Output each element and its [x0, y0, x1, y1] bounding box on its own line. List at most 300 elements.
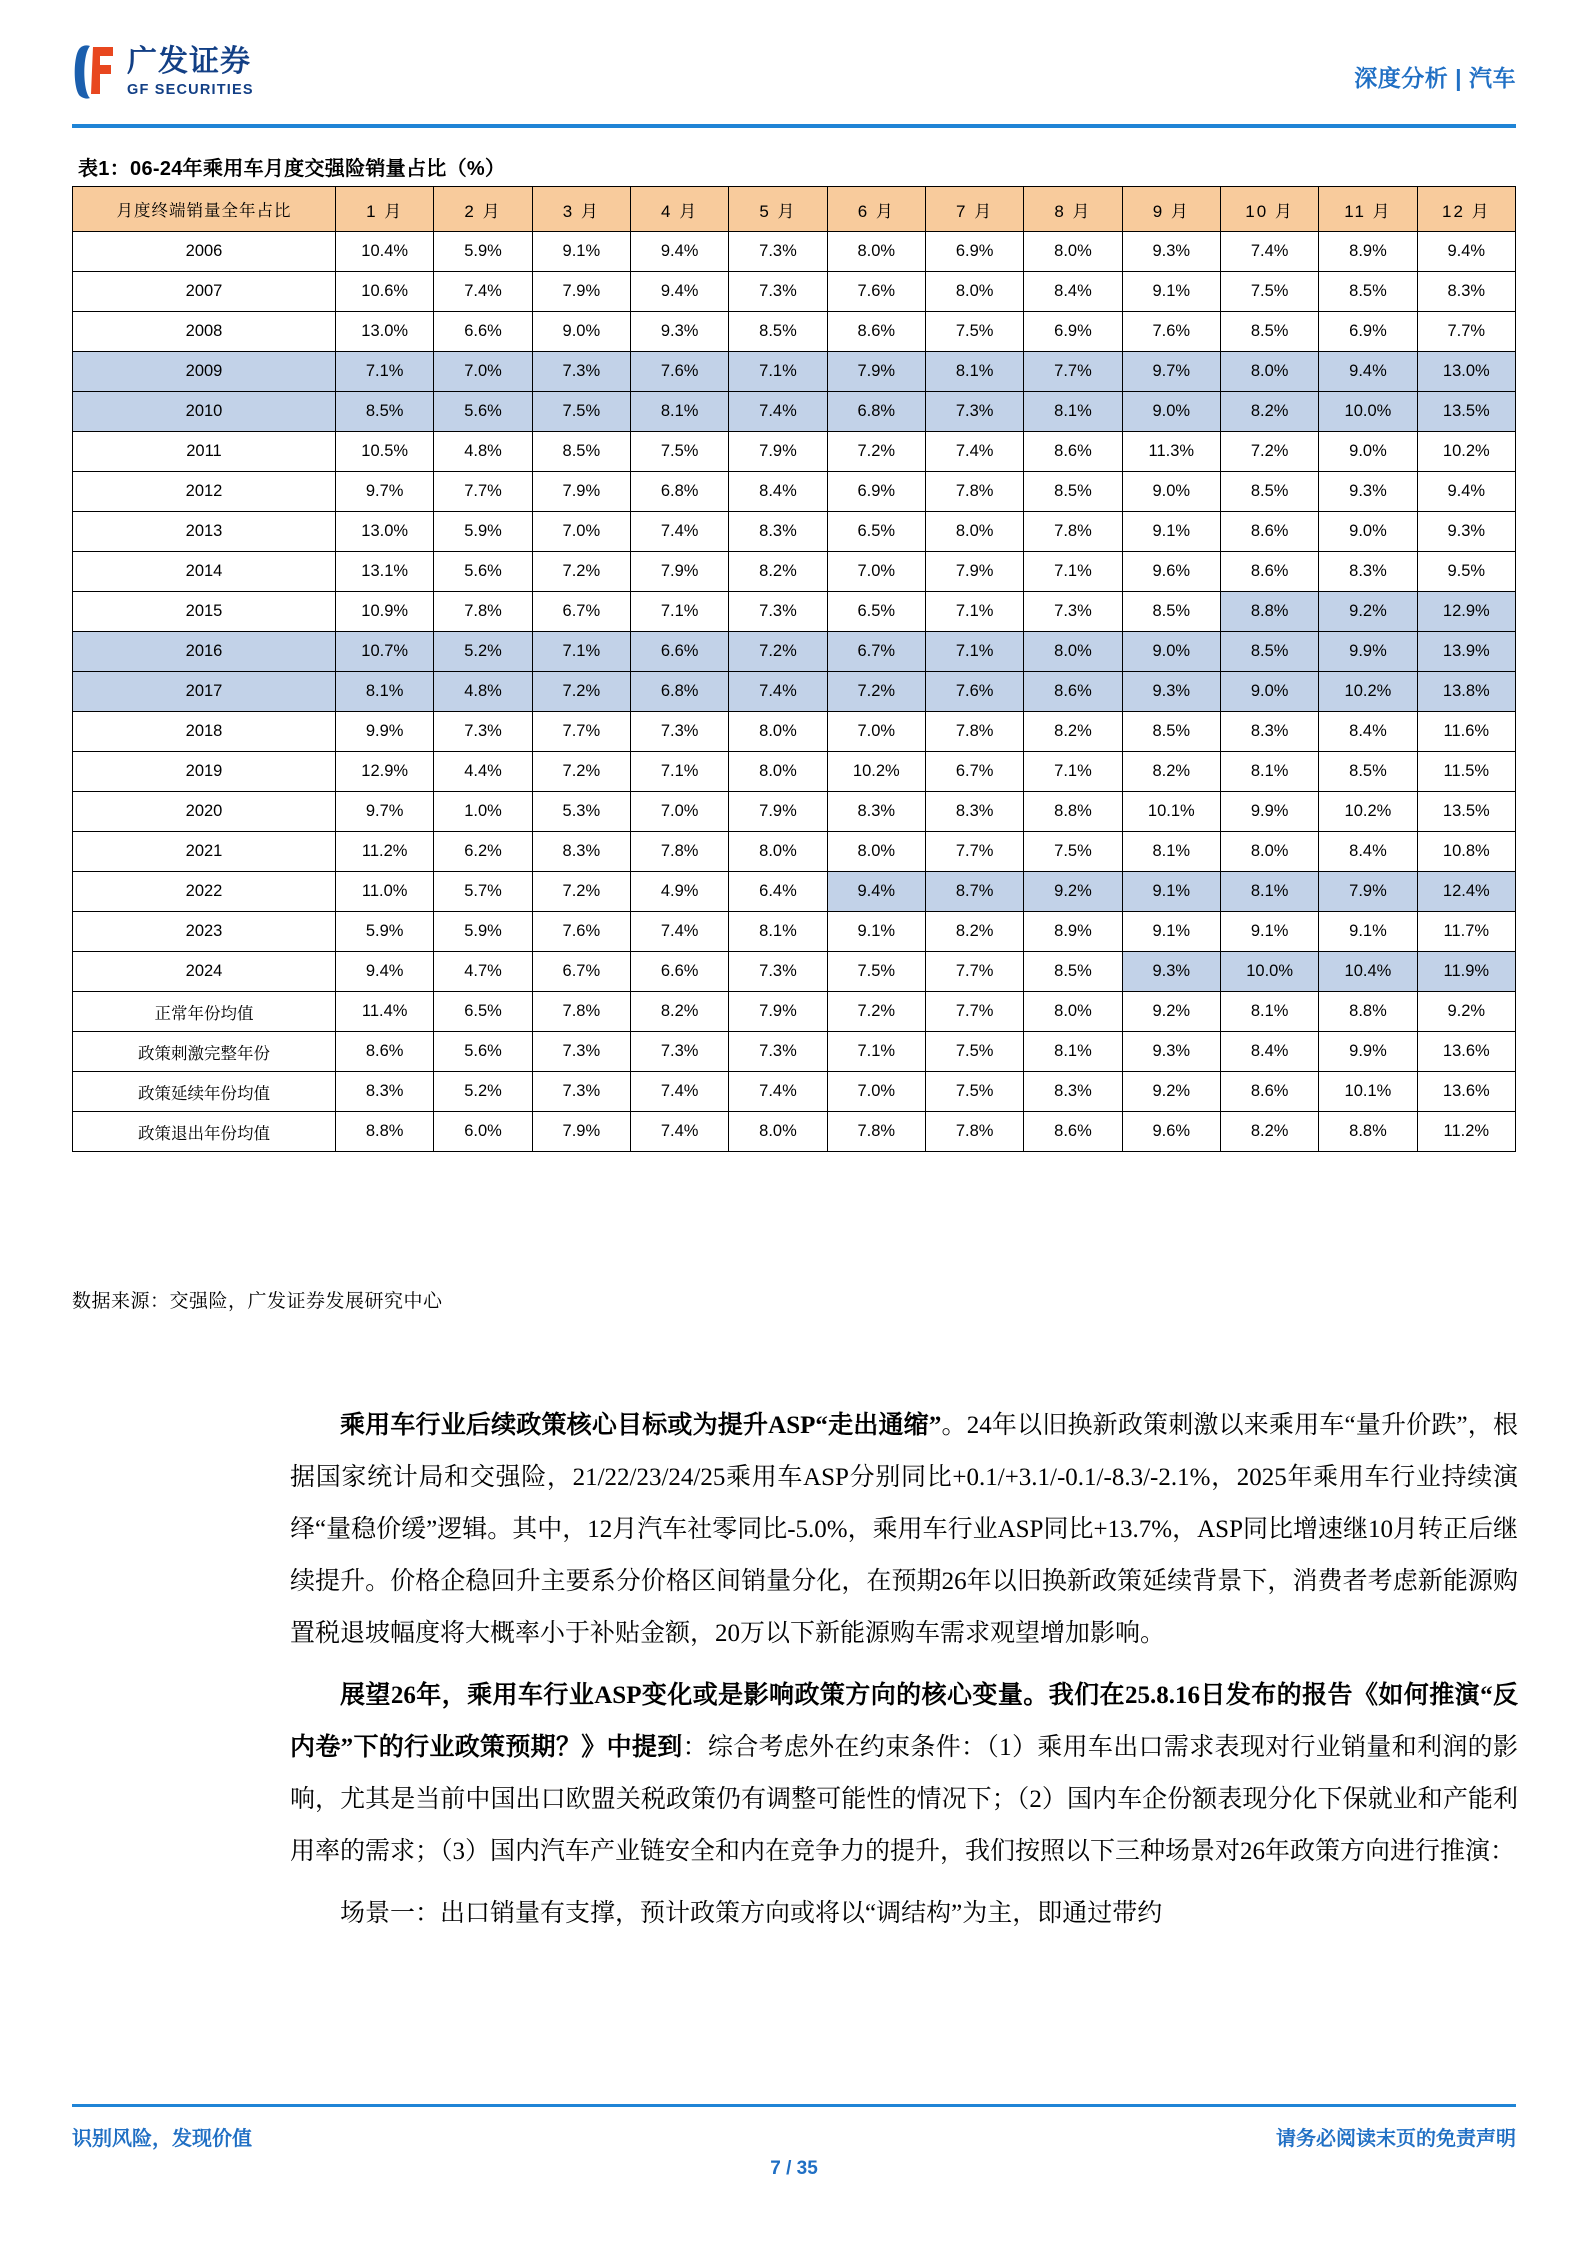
table-column-header-5: 5 月 — [729, 187, 827, 232]
table-cell: 8.5% — [1024, 952, 1122, 992]
table-cell: 7.8% — [532, 992, 630, 1032]
row-label: 政策刺激完整年份 — [73, 1032, 336, 1072]
table-cell: 9.6% — [1122, 552, 1220, 592]
table-cell: 7.1% — [532, 632, 630, 672]
row-label: 2021 — [73, 832, 336, 872]
table-cell: 8.1% — [630, 392, 728, 432]
table-cell: 7.5% — [630, 432, 728, 472]
table-cell: 7.9% — [532, 272, 630, 312]
table-cell: 8.6% — [1220, 512, 1318, 552]
table-row — [73, 712, 1516, 752]
table-cell: 7.1% — [729, 352, 827, 392]
table-cell: 6.6% — [434, 312, 532, 352]
table-row — [73, 792, 1516, 832]
table-cell: 9.0% — [1220, 672, 1318, 712]
table-cell: 8.3% — [1024, 1072, 1122, 1112]
table-row — [73, 552, 1516, 592]
table-cell: 7.6% — [1122, 312, 1220, 352]
table-cell: 10.4% — [336, 232, 434, 272]
table-cell: 7.5% — [925, 1072, 1023, 1112]
table-cell: 8.4% — [1319, 712, 1417, 752]
table-row — [73, 1032, 1516, 1072]
table-cell: 7.8% — [434, 592, 532, 632]
table-cell: 7.3% — [729, 272, 827, 312]
table-cell: 8.3% — [336, 1072, 434, 1112]
row-label: 正常年份均值 — [73, 992, 336, 1032]
table-cell: 10.9% — [336, 592, 434, 632]
table-cell: 7.7% — [434, 472, 532, 512]
table-cell: 5.9% — [434, 912, 532, 952]
table-cell: 8.5% — [1122, 712, 1220, 752]
table-cell: 7.6% — [630, 352, 728, 392]
table-cell: 6.8% — [630, 472, 728, 512]
table-cell: 6.7% — [827, 632, 925, 672]
table-cell: 7.8% — [925, 1112, 1023, 1152]
table-cell: 8.5% — [729, 312, 827, 352]
table-row — [73, 872, 1516, 912]
table-cell: 13.9% — [1417, 632, 1515, 672]
table-cell: 7.3% — [630, 712, 728, 752]
table-cell: 8.0% — [1024, 992, 1122, 1032]
data-table-wrapper — [72, 186, 1516, 1152]
table-cell: 8.3% — [1417, 272, 1515, 312]
table-cell: 6.5% — [827, 592, 925, 632]
table-cell: 6.5% — [434, 992, 532, 1032]
table-cell: 10.0% — [1220, 952, 1318, 992]
table-cell: 7.9% — [827, 352, 925, 392]
table-cell: 7.4% — [729, 392, 827, 432]
table-cell: 10.2% — [1319, 672, 1417, 712]
table-cell: 9.2% — [1319, 592, 1417, 632]
table-cell: 12.4% — [1417, 872, 1515, 912]
row-label: 2006 — [73, 232, 336, 272]
table-cell: 5.6% — [434, 392, 532, 432]
table-cell: 7.8% — [925, 712, 1023, 752]
table-cell: 9.4% — [1417, 472, 1515, 512]
table-cell: 13.5% — [1417, 792, 1515, 832]
table-row — [73, 312, 1516, 352]
table-cell: 8.0% — [1220, 832, 1318, 872]
table-cell: 7.3% — [1024, 592, 1122, 632]
table-cell: 7.3% — [630, 1032, 728, 1072]
table-cell: 9.3% — [1319, 472, 1417, 512]
table-cell: 9.3% — [1417, 512, 1515, 552]
table-cell: 10.4% — [1319, 952, 1417, 992]
row-label: 2019 — [73, 752, 336, 792]
table-cell: 12.9% — [336, 752, 434, 792]
table-row — [73, 472, 1516, 512]
table-corner-header: 月度终端销量全年占比 — [73, 187, 336, 232]
table-cell: 9.1% — [1122, 272, 1220, 312]
row-label: 2018 — [73, 712, 336, 752]
table-cell: 7.3% — [729, 592, 827, 632]
table-cell: 6.6% — [630, 632, 728, 672]
table-cell: 9.0% — [1122, 392, 1220, 432]
table-cell: 11.3% — [1122, 432, 1220, 472]
table-cell: 7.8% — [925, 472, 1023, 512]
table-cell: 5.2% — [434, 632, 532, 672]
table-cell: 6.9% — [1024, 312, 1122, 352]
footer-divider — [72, 2104, 1516, 2107]
table-cell: 7.0% — [532, 512, 630, 552]
table-cell: 8.5% — [1024, 472, 1122, 512]
table-cell: 8.0% — [1024, 632, 1122, 672]
table-cell: 7.4% — [434, 272, 532, 312]
table-cell: 8.2% — [1024, 712, 1122, 752]
table-cell: 7.0% — [827, 712, 925, 752]
table-cell: 9.1% — [1122, 912, 1220, 952]
table-cell: 7.4% — [729, 1072, 827, 1112]
table-cell: 8.9% — [1024, 912, 1122, 952]
row-label: 2012 — [73, 472, 336, 512]
table-cell: 8.8% — [1319, 992, 1417, 1032]
table-cell: 9.3% — [1122, 1032, 1220, 1072]
table-head — [73, 187, 1516, 232]
table-cell: 7.3% — [925, 392, 1023, 432]
table-cell: 9.4% — [1417, 232, 1515, 272]
table-cell: 9.4% — [630, 272, 728, 312]
table-cell: 9.7% — [1122, 352, 1220, 392]
paragraph-2 — [290, 1670, 1518, 1878]
table-cell: 8.5% — [1319, 272, 1417, 312]
table-cell: 8.4% — [729, 472, 827, 512]
row-label: 2024 — [73, 952, 336, 992]
row-label: 2008 — [73, 312, 336, 352]
table-row — [73, 1112, 1516, 1152]
table-column-header-2: 2 月 — [434, 187, 532, 232]
table-cell: 8.8% — [1024, 792, 1122, 832]
table-cell: 5.3% — [532, 792, 630, 832]
table-cell: 7.4% — [630, 512, 728, 552]
table-cell: 7.8% — [630, 832, 728, 872]
table-cell: 9.1% — [532, 232, 630, 272]
paragraph-3: 场景一：出口销量有支撑，预计政策方向或将以“调结构”为主，即通过带约 — [340, 1900, 1163, 1927]
table-column-header-12: 12 月 — [1417, 187, 1515, 232]
table-cell: 5.6% — [434, 552, 532, 592]
table-cell: 9.1% — [1122, 512, 1220, 552]
table-cell: 9.5% — [1417, 552, 1515, 592]
row-label: 2011 — [73, 432, 336, 472]
table-cell: 6.0% — [434, 1112, 532, 1152]
table-row — [73, 432, 1516, 472]
table-cell: 8.4% — [1319, 832, 1417, 872]
table-row — [73, 592, 1516, 632]
table-cell: 7.5% — [532, 392, 630, 432]
table-cell: 7.3% — [729, 1032, 827, 1072]
table-cell: 8.0% — [925, 512, 1023, 552]
table-cell: 8.3% — [729, 512, 827, 552]
table-cell: 9.2% — [1417, 992, 1515, 1032]
table-cell: 7.1% — [1024, 552, 1122, 592]
table-cell: 7.1% — [630, 752, 728, 792]
paragraph-1-rest: 。24年以旧换新政策刺激以来乘用车“量升价跌”，根据国家统计局和交强险，21/22/23/24/25乘用车ASP分别同比+0.1/+3.1/-0.1/-8.3/-2.1%，2025年乘用车行业持续演绎“量稳价缓”逻辑。其中，12月汽车社零同比-5.0%，乘用车行业ASP同比+13.7%，ASP同比增速继10月转正后继续提升。价格企稳回升主要系分价格区间销量分化，在预期26年以旧换新政策延续背景下，消费者考虑新能源购置税退坡幅度将大概率小于补贴金额，20万以下新能源购车需求观望增加影响。 — [290, 1412, 1518, 1647]
table-cell: 7.1% — [336, 352, 434, 392]
table-cell: 7.1% — [925, 592, 1023, 632]
table-cell: 13.6% — [1417, 1032, 1515, 1072]
table-cell: 5.7% — [434, 872, 532, 912]
table-cell: 8.8% — [1220, 592, 1318, 632]
table-cell: 13.0% — [1417, 352, 1515, 392]
table-cell: 7.2% — [532, 672, 630, 712]
table-cell: 7.9% — [729, 792, 827, 832]
table-cell: 8.9% — [1319, 232, 1417, 272]
table-cell: 11.5% — [1417, 752, 1515, 792]
table-cell: 7.5% — [1220, 272, 1318, 312]
table-cell: 8.5% — [1220, 632, 1318, 672]
table-column-header-7: 7 月 — [925, 187, 1023, 232]
table-cell: 8.5% — [1319, 752, 1417, 792]
table-cell: 8.6% — [1220, 1072, 1318, 1112]
table-cell: 8.5% — [532, 432, 630, 472]
table-cell: 9.2% — [1122, 1072, 1220, 1112]
table-column-header-1: 1 月 — [336, 187, 434, 232]
table-cell: 8.6% — [1024, 432, 1122, 472]
table-cell: 7.1% — [630, 592, 728, 632]
paragraph-1 — [290, 1400, 1518, 1660]
table-cell: 12.9% — [1417, 592, 1515, 632]
table-cell: 7.5% — [925, 1032, 1023, 1072]
table-row — [73, 672, 1516, 712]
brand-name-en: GF SECURITIES — [127, 81, 254, 98]
table-cell: 7.9% — [630, 552, 728, 592]
row-label: 2020 — [73, 792, 336, 832]
table-cell: 8.0% — [729, 832, 827, 872]
table-cell: 8.5% — [1220, 312, 1318, 352]
table-cell: 8.0% — [827, 232, 925, 272]
table-cell: 7.3% — [729, 232, 827, 272]
table-cell: 7.6% — [925, 672, 1023, 712]
table-cell: 7.0% — [827, 552, 925, 592]
row-label: 2016 — [73, 632, 336, 672]
table-cell: 7.2% — [827, 992, 925, 1032]
table-cell: 8.1% — [1220, 872, 1318, 912]
table-cell: 7.3% — [729, 952, 827, 992]
table-cell: 8.2% — [1122, 752, 1220, 792]
table-cell: 9.7% — [336, 792, 434, 832]
table-column-header-10: 10 月 — [1220, 187, 1318, 232]
brand-logo — [72, 44, 254, 100]
table-cell: 5.9% — [434, 232, 532, 272]
table-cell: 11.7% — [1417, 912, 1515, 952]
row-label: 2013 — [73, 512, 336, 552]
table-cell: 9.0% — [1319, 432, 1417, 472]
table-cell: 10.1% — [1319, 1072, 1417, 1112]
table-cell: 8.0% — [1024, 232, 1122, 272]
table-cell: 7.8% — [827, 1112, 925, 1152]
table-cell: 13.6% — [1417, 1072, 1515, 1112]
table-cell: 9.4% — [827, 872, 925, 912]
table-cell: 6.9% — [827, 472, 925, 512]
table-cell: 8.1% — [1024, 392, 1122, 432]
table-cell: 8.0% — [729, 1112, 827, 1152]
table-cell: 7.9% — [532, 472, 630, 512]
table-row — [73, 832, 1516, 872]
row-label: 政策退出年份均值 — [73, 1112, 336, 1152]
table-cell: 6.5% — [827, 512, 925, 552]
table-cell: 8.6% — [336, 1032, 434, 1072]
table-cell: 8.1% — [925, 352, 1023, 392]
table-cell: 9.0% — [532, 312, 630, 352]
table-cell: 7.9% — [729, 992, 827, 1032]
table-cell: 4.8% — [434, 432, 532, 472]
table-cell: 7.1% — [827, 1032, 925, 1072]
table-cell: 5.9% — [434, 512, 532, 552]
table-cell: 8.1% — [729, 912, 827, 952]
table-cell: 5.9% — [336, 912, 434, 952]
table-cell: 13.5% — [1417, 392, 1515, 432]
table-cell: 8.0% — [1220, 352, 1318, 392]
table-cell: 10.1% — [1122, 792, 1220, 832]
table-cell: 7.2% — [1220, 432, 1318, 472]
table-cell: 8.6% — [1024, 1112, 1122, 1152]
table-cell: 8.5% — [336, 392, 434, 432]
table-cell: 7.2% — [532, 752, 630, 792]
table-cell: 7.7% — [925, 992, 1023, 1032]
table-cell: 7.7% — [1417, 312, 1515, 352]
table-cell: 8.5% — [1220, 472, 1318, 512]
table-cell: 11.9% — [1417, 952, 1515, 992]
table-cell: 8.3% — [827, 792, 925, 832]
row-label: 2010 — [73, 392, 336, 432]
table-source-note: 数据来源：交强险，广发证券发展研究中心 — [72, 1291, 443, 1312]
table-cell: 8.4% — [1220, 1032, 1318, 1072]
report-category: 深度分析 | 汽车 — [1354, 65, 1516, 91]
table-cell: 5.2% — [434, 1072, 532, 1112]
table-cell: 7.4% — [1220, 232, 1318, 272]
row-label: 2015 — [73, 592, 336, 632]
table-cell: 8.0% — [729, 752, 827, 792]
table-cell: 1.0% — [434, 792, 532, 832]
table-cell: 9.4% — [336, 952, 434, 992]
table-cell: 8.1% — [1220, 992, 1318, 1032]
table-cell: 8.1% — [1024, 1032, 1122, 1072]
table-cell: 7.0% — [434, 352, 532, 392]
table-column-header-9: 9 月 — [1122, 187, 1220, 232]
table-cell: 7.2% — [532, 552, 630, 592]
table-row — [73, 272, 1516, 312]
table-cell: 7.4% — [630, 1112, 728, 1152]
table-cell: 9.9% — [1319, 632, 1417, 672]
table-cell: 9.0% — [1122, 632, 1220, 672]
table-cell: 7.6% — [532, 912, 630, 952]
row-label: 政策延续年份均值 — [73, 1072, 336, 1112]
table-cell: 9.1% — [827, 912, 925, 952]
table-cell: 7.7% — [925, 832, 1023, 872]
paragraph-2-rest: ：综合考虑外在约束条件：（1）乘用车出口需求表现对行业销量和利润的影响，尤其是当前中国出口欧盟关税政策仍有调整可能性的情况下；（2）国内车企份额表现分化下保就业和产能利用率的需求；（3）国内汽车产业链安全和内在竞争力的提升，我们按照以下三种场景对26年政策方向进行推演： — [290, 1734, 1518, 1865]
table-column-header-8: 8 月 — [1024, 187, 1122, 232]
table-row — [73, 912, 1516, 952]
table-cell: 9.9% — [1220, 792, 1318, 832]
table-cell: 7.9% — [532, 1112, 630, 1152]
table-caption: 表1：06-24年乘用车月度交强险销量占比（%） — [78, 158, 506, 180]
table-cell: 9.3% — [1122, 952, 1220, 992]
table-cell: 9.1% — [1319, 912, 1417, 952]
table-cell: 6.6% — [630, 952, 728, 992]
table-cell: 11.2% — [1417, 1112, 1515, 1152]
table-cell: 7.1% — [925, 632, 1023, 672]
table-cell: 8.6% — [1220, 552, 1318, 592]
paragraph-1-lead: 乘用车行业后续政策核心目标或为提升ASP“走出通缩” — [340, 1412, 942, 1439]
table-row — [73, 632, 1516, 672]
table-cell: 7.2% — [729, 632, 827, 672]
footer-disclaimer-link[interactable]: 请务必阅读末页的免责声明 — [1276, 2128, 1516, 2150]
table-header-row — [73, 187, 1516, 232]
table-cell: 10.2% — [827, 752, 925, 792]
table-cell: 9.9% — [336, 712, 434, 752]
table-cell: 7.5% — [1024, 832, 1122, 872]
table-cell: 8.7% — [925, 872, 1023, 912]
table-cell: 7.2% — [827, 672, 925, 712]
table-cell: 7.3% — [532, 352, 630, 392]
table-column-header-3: 3 月 — [532, 187, 630, 232]
table-row — [73, 752, 1516, 792]
table-cell: 9.4% — [630, 232, 728, 272]
table-cell: 8.2% — [729, 552, 827, 592]
table-cell: 9.0% — [1122, 472, 1220, 512]
table-cell: 8.2% — [925, 912, 1023, 952]
table-cell: 8.2% — [1220, 392, 1318, 432]
table-cell: 7.2% — [532, 872, 630, 912]
table-cell: 8.2% — [1220, 1112, 1318, 1152]
table-cell: 13.1% — [336, 552, 434, 592]
table-cell: 7.7% — [532, 712, 630, 752]
table-cell: 7.3% — [434, 712, 532, 752]
table-cell: 6.4% — [729, 872, 827, 912]
table-cell: 10.2% — [1319, 792, 1417, 832]
page-number: 7 / 35 — [770, 2158, 818, 2179]
table-cell: 8.3% — [925, 792, 1023, 832]
brand-name-cn: 广发证券 — [127, 44, 251, 78]
table-cell: 11.6% — [1417, 712, 1515, 752]
table-cell: 9.2% — [1024, 872, 1122, 912]
table-cell: 6.2% — [434, 832, 532, 872]
header-divider — [72, 124, 1516, 128]
table-cell: 7.7% — [1024, 352, 1122, 392]
table-cell: 6.7% — [532, 592, 630, 632]
table-cell: 7.9% — [1319, 872, 1417, 912]
table-cell: 8.5% — [1122, 592, 1220, 632]
table-cell: 4.7% — [434, 952, 532, 992]
table-cell: 10.2% — [1417, 432, 1515, 472]
table-cell: 9.3% — [1122, 672, 1220, 712]
table-cell: 7.6% — [827, 272, 925, 312]
table-cell: 10.6% — [336, 272, 434, 312]
table-cell: 13.0% — [336, 512, 434, 552]
table-cell: 8.3% — [1319, 552, 1417, 592]
table-cell: 8.4% — [1024, 272, 1122, 312]
table-row — [73, 392, 1516, 432]
body-text — [290, 1400, 1518, 1940]
table-cell: 8.8% — [336, 1112, 434, 1152]
table-cell: 7.4% — [630, 912, 728, 952]
table-cell: 9.0% — [1319, 512, 1417, 552]
row-label: 2009 — [73, 352, 336, 392]
table-cell: 9.9% — [1319, 1032, 1417, 1072]
table-cell: 8.6% — [827, 312, 925, 352]
table-cell: 9.3% — [1122, 232, 1220, 272]
row-label: 2014 — [73, 552, 336, 592]
row-label: 2017 — [73, 672, 336, 712]
table-cell: 13.8% — [1417, 672, 1515, 712]
table-cell: 9.6% — [1122, 1112, 1220, 1152]
table-cell: 5.6% — [434, 1032, 532, 1072]
table-cell: 8.6% — [1024, 672, 1122, 712]
table-cell: 8.0% — [925, 272, 1023, 312]
page-header — [72, 38, 1516, 130]
table-cell: 7.2% — [827, 432, 925, 472]
row-label: 2022 — [73, 872, 336, 912]
table-cell: 11.0% — [336, 872, 434, 912]
